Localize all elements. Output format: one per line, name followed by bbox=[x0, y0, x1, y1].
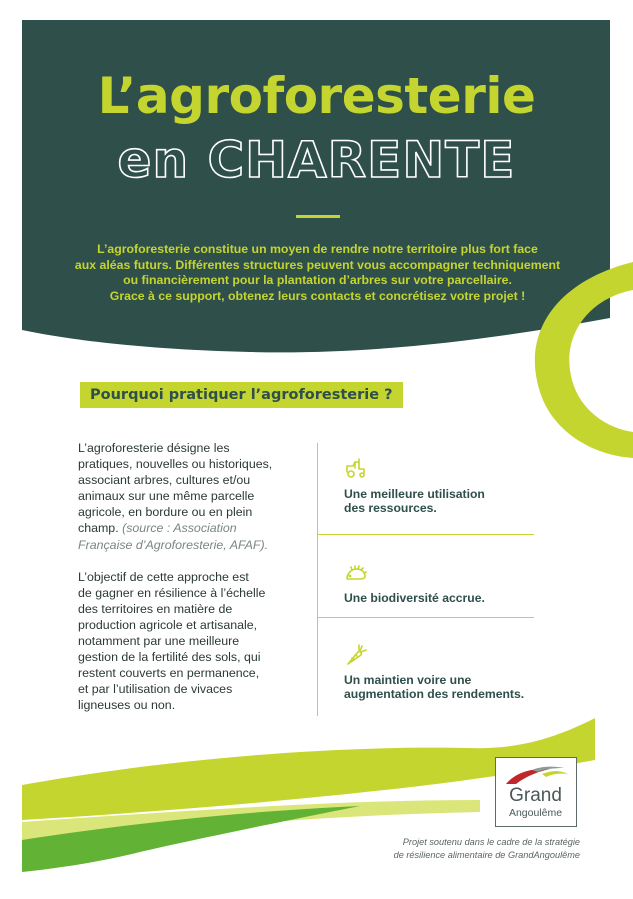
logo-swoosh-icon bbox=[502, 764, 572, 786]
text-line: production agricole et artisanale, bbox=[78, 617, 258, 632]
hedgehog-icon bbox=[344, 561, 368, 585]
benefit-label-line: Une biodiversité accrue. bbox=[344, 591, 485, 605]
intro-text bbox=[60, 242, 575, 304]
intro-line: Grace à ce support, obtenez leurs contacts et concrétisez votre projet ! bbox=[109, 288, 526, 303]
logo-text-grand: Grand bbox=[509, 785, 562, 806]
benefit-item-biodiversity bbox=[344, 561, 544, 605]
intro-line: aux aléas futurs. Différentes structures peuvent vous accompagner techniquement bbox=[74, 257, 561, 272]
intro-line: ou financièrement pour la plantation d’arbres sur votre parcellaire. bbox=[123, 273, 512, 287]
footer-line: Projet soutenu dans le cadre de la stratégie bbox=[402, 837, 580, 847]
benefit-label-line: des ressources. bbox=[344, 501, 437, 516]
body-text-column bbox=[78, 440, 306, 730]
text-line: et par l’utilisation de vivaces bbox=[78, 682, 233, 697]
text-line: L’objectif de cette approche est bbox=[78, 569, 249, 584]
benefit-label-line: augmentation des rendements. bbox=[344, 687, 525, 702]
section-heading: Pourquoi pratiquer l’agroforesterie ? bbox=[80, 382, 403, 408]
benefit-label-line: Un maintien voire une bbox=[344, 673, 472, 687]
text-line: notamment par une meilleure bbox=[78, 634, 240, 649]
benefit-label-line: Une meilleure utilisation bbox=[344, 487, 485, 501]
benefit-label bbox=[344, 673, 544, 701]
definition-paragraph bbox=[78, 440, 306, 553]
grand-angouleme-logo bbox=[495, 757, 577, 827]
footer-line: de résilience alimentaire de GrandAngoulême bbox=[393, 849, 580, 860]
text-line: des territoires en matière de bbox=[78, 601, 233, 616]
carrot-icon bbox=[344, 643, 368, 667]
intro-line: L’agroforesterie constitue un moyen de rendre notre territoire plus fort face bbox=[97, 242, 538, 256]
source-citation: (source : Association bbox=[122, 521, 237, 536]
text-line: ligneuses ou non. bbox=[78, 698, 176, 713]
text-line: champ. bbox=[78, 521, 119, 536]
text-line: associant arbres, cultures et/ou bbox=[78, 473, 251, 488]
text-line: de gagner en résilience à l’échelle bbox=[78, 585, 266, 600]
title-line2: en CHARENTE bbox=[117, 131, 516, 189]
title-line1: L’agroforesterie bbox=[97, 67, 536, 125]
title-divider bbox=[296, 215, 340, 218]
text-line: L’agroforesterie désigne les bbox=[78, 441, 230, 455]
objective-paragraph bbox=[78, 569, 306, 714]
benefit-label bbox=[344, 591, 544, 605]
text-line: agricole, en bordure ou en plein bbox=[78, 505, 253, 520]
benefit-divider bbox=[318, 534, 534, 535]
logo-text-angouleme: Angoulême bbox=[508, 807, 563, 819]
tractor-icon bbox=[344, 457, 368, 481]
benefit-label bbox=[344, 487, 544, 515]
text-line: pratiques, nouvelles ou historiques, bbox=[78, 457, 273, 472]
text-line: animaux sur une même parcelle bbox=[78, 489, 255, 504]
source-citation-line2: Française d’Agroforesterie, AFAF). bbox=[78, 537, 269, 552]
column-divider bbox=[317, 443, 318, 716]
text-line: restent couverts en permanence, bbox=[78, 666, 260, 681]
benefit-item-yields bbox=[344, 643, 544, 701]
text-line: gestion de la fertilité des sols, qui bbox=[78, 650, 261, 665]
footer-note bbox=[330, 836, 580, 861]
benefit-item-resources bbox=[344, 457, 544, 515]
benefit-divider bbox=[318, 617, 534, 618]
